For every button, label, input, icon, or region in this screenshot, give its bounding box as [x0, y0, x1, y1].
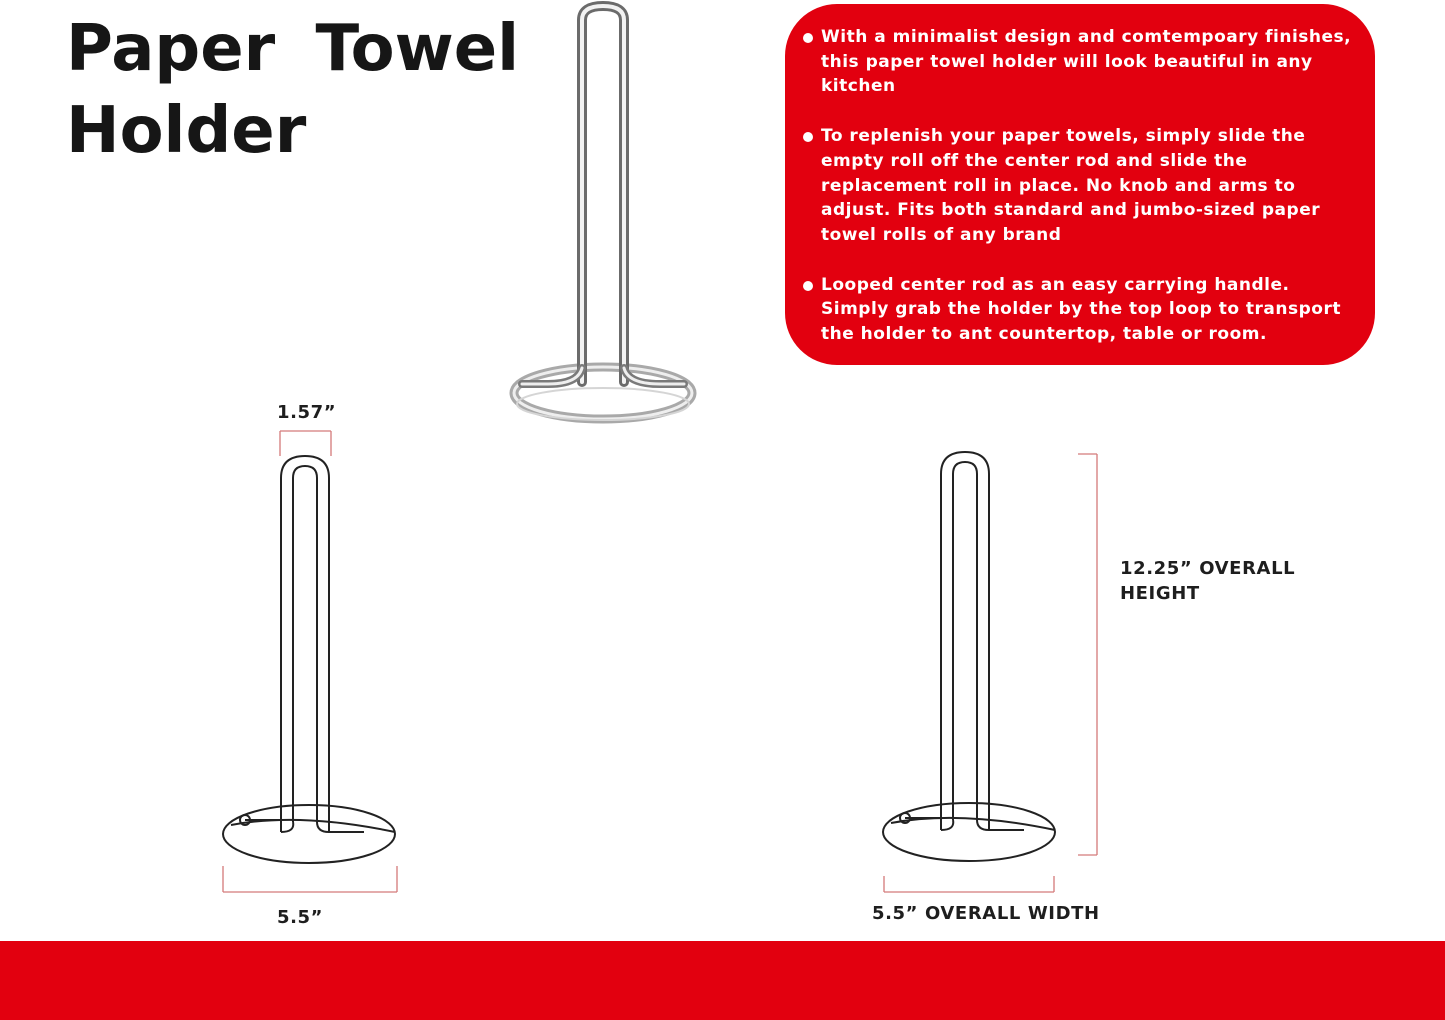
feature-item — [803, 25, 1359, 99]
feature-text: Looped center rod as an easy carrying handle. Simply grab the holder by the top loop to transport the holder to ant countertop, table or room. — [821, 274, 1341, 345]
product-photo — [514, 6, 692, 420]
loop-width-label: 1.57” — [277, 402, 337, 423]
bullet-icon — [803, 281, 813, 291]
feature-item — [803, 273, 1359, 347]
right-line-drawing — [883, 452, 1055, 861]
left-line-drawing — [223, 456, 395, 863]
overall-height-label-line-1: 12.25” OVERALL — [1120, 558, 1296, 579]
bullet-icon — [803, 132, 813, 142]
overall-width-label: 5.5” OVERALL WIDTH — [872, 903, 1100, 924]
feature-text: With a minimalist design and comtempoary finishes, this paper towel holder will look beautiful in any kitchen — [821, 27, 1352, 97]
feature-item — [803, 124, 1359, 248]
features-panel — [785, 4, 1375, 365]
feature-text: To replenish your paper towels, simply slide the empty roll off the center rod and slide the replacement roll in place. No knob and arms to adjust. Fits both standard and jumbo-sized paper towel rolls of any brand — [821, 126, 1321, 245]
right-dimension-lines — [884, 454, 1097, 892]
bottom-red-band — [0, 941, 1445, 1020]
overall-height-label-line-2: HEIGHT — [1120, 583, 1200, 604]
title-line-1: Paper Towel — [66, 12, 520, 86]
base-width-label: 5.5” — [277, 907, 324, 928]
bullet-icon — [803, 33, 813, 43]
title-line-2: Holder — [66, 94, 307, 168]
features-list — [803, 25, 1359, 347]
